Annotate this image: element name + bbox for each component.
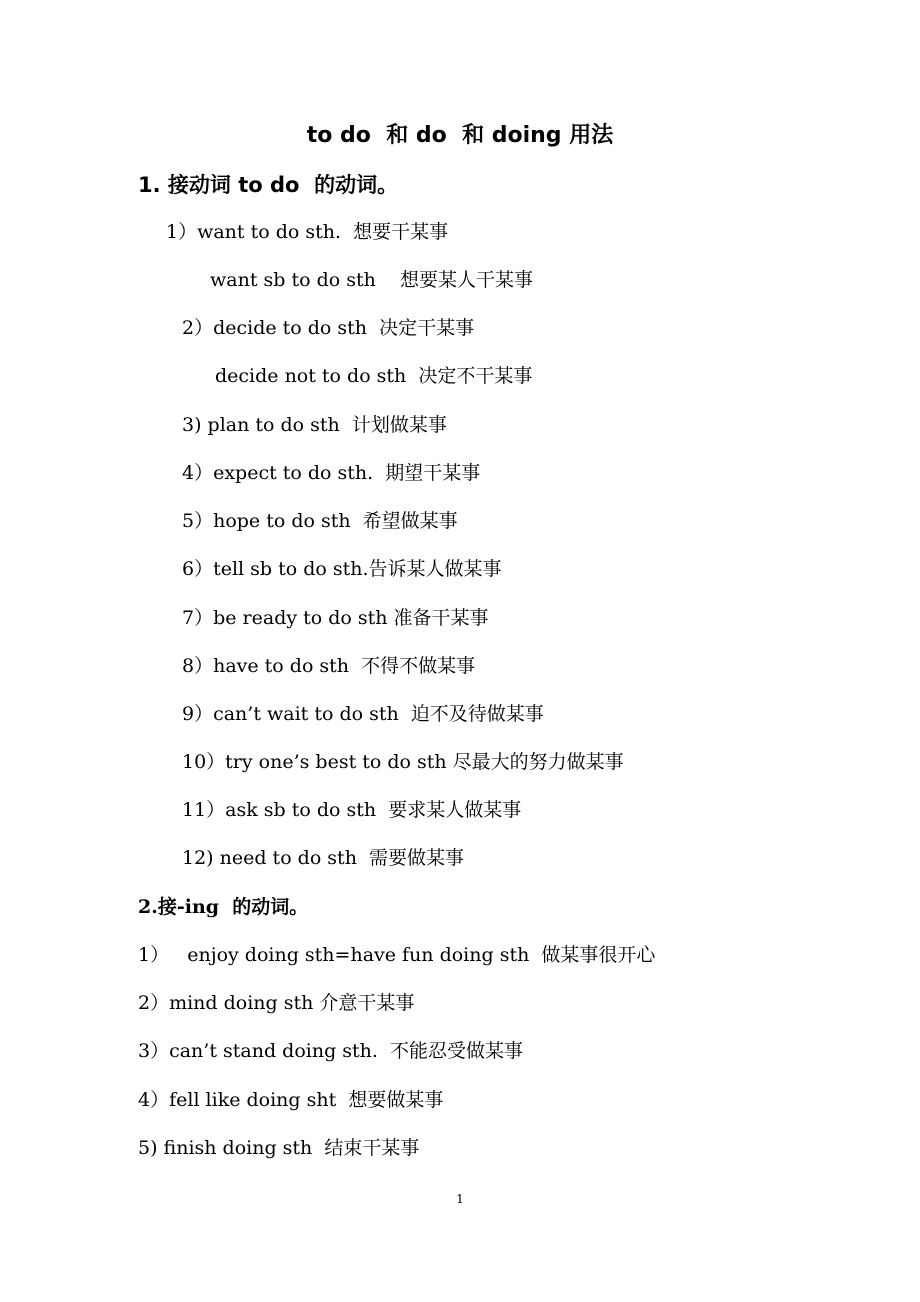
list-item: decide not to do sth 决定不干某事 — [215, 365, 533, 387]
list-item: 5）hope to do sth 希望做某事 — [182, 510, 458, 532]
list-item: 7）be ready to do sth 准备干某事 — [182, 607, 489, 629]
list-item: 1） enjoy doing sth=have fun doing sth 做某事很开心 — [138, 944, 656, 966]
list-item: 2）decide to do sth 决定干某事 — [182, 317, 475, 339]
list-item: 10）try one’s best to do sth 尽最大的努力做某事 — [182, 751, 624, 773]
list-item: 8）have to do sth 不得不做某事 — [182, 655, 476, 677]
list-item: 3) plan to do sth 计划做某事 — [182, 414, 447, 436]
list-item: 11）ask sb to do sth 要求某人做某事 — [182, 799, 522, 821]
list-item: want sb to do sth 想要某人干某事 — [210, 269, 533, 291]
page-number: 1 — [456, 1192, 464, 1206]
list-item: 5) finish doing sth 结束干某事 — [138, 1137, 420, 1159]
list-item: 4）expect to do sth. 期望干某事 — [182, 462, 481, 484]
list-item: 1）want to do sth. 想要干某事 — [166, 221, 449, 243]
section-1-heading: 1. 接动词 to do 的动词。 — [138, 173, 399, 197]
page-title: to do 和 do 和 doing 用法 — [306, 123, 614, 148]
list-item: 2）mind doing sth 介意干某事 — [138, 992, 415, 1014]
section-2-heading: 2.接-ing 的动词。 — [138, 896, 309, 918]
list-item: 6）tell sb to do sth.告诉某人做某事 — [182, 558, 502, 580]
list-item: 12) need to do sth 需要做某事 — [182, 847, 465, 869]
list-item: 9）can’t wait to do sth 迫不及待做某事 — [182, 703, 544, 725]
list-item: 3）can’t stand doing sth. 不能忍受做某事 — [138, 1040, 524, 1062]
list-item: 4）fell like doing sht 想要做某事 — [138, 1089, 444, 1111]
